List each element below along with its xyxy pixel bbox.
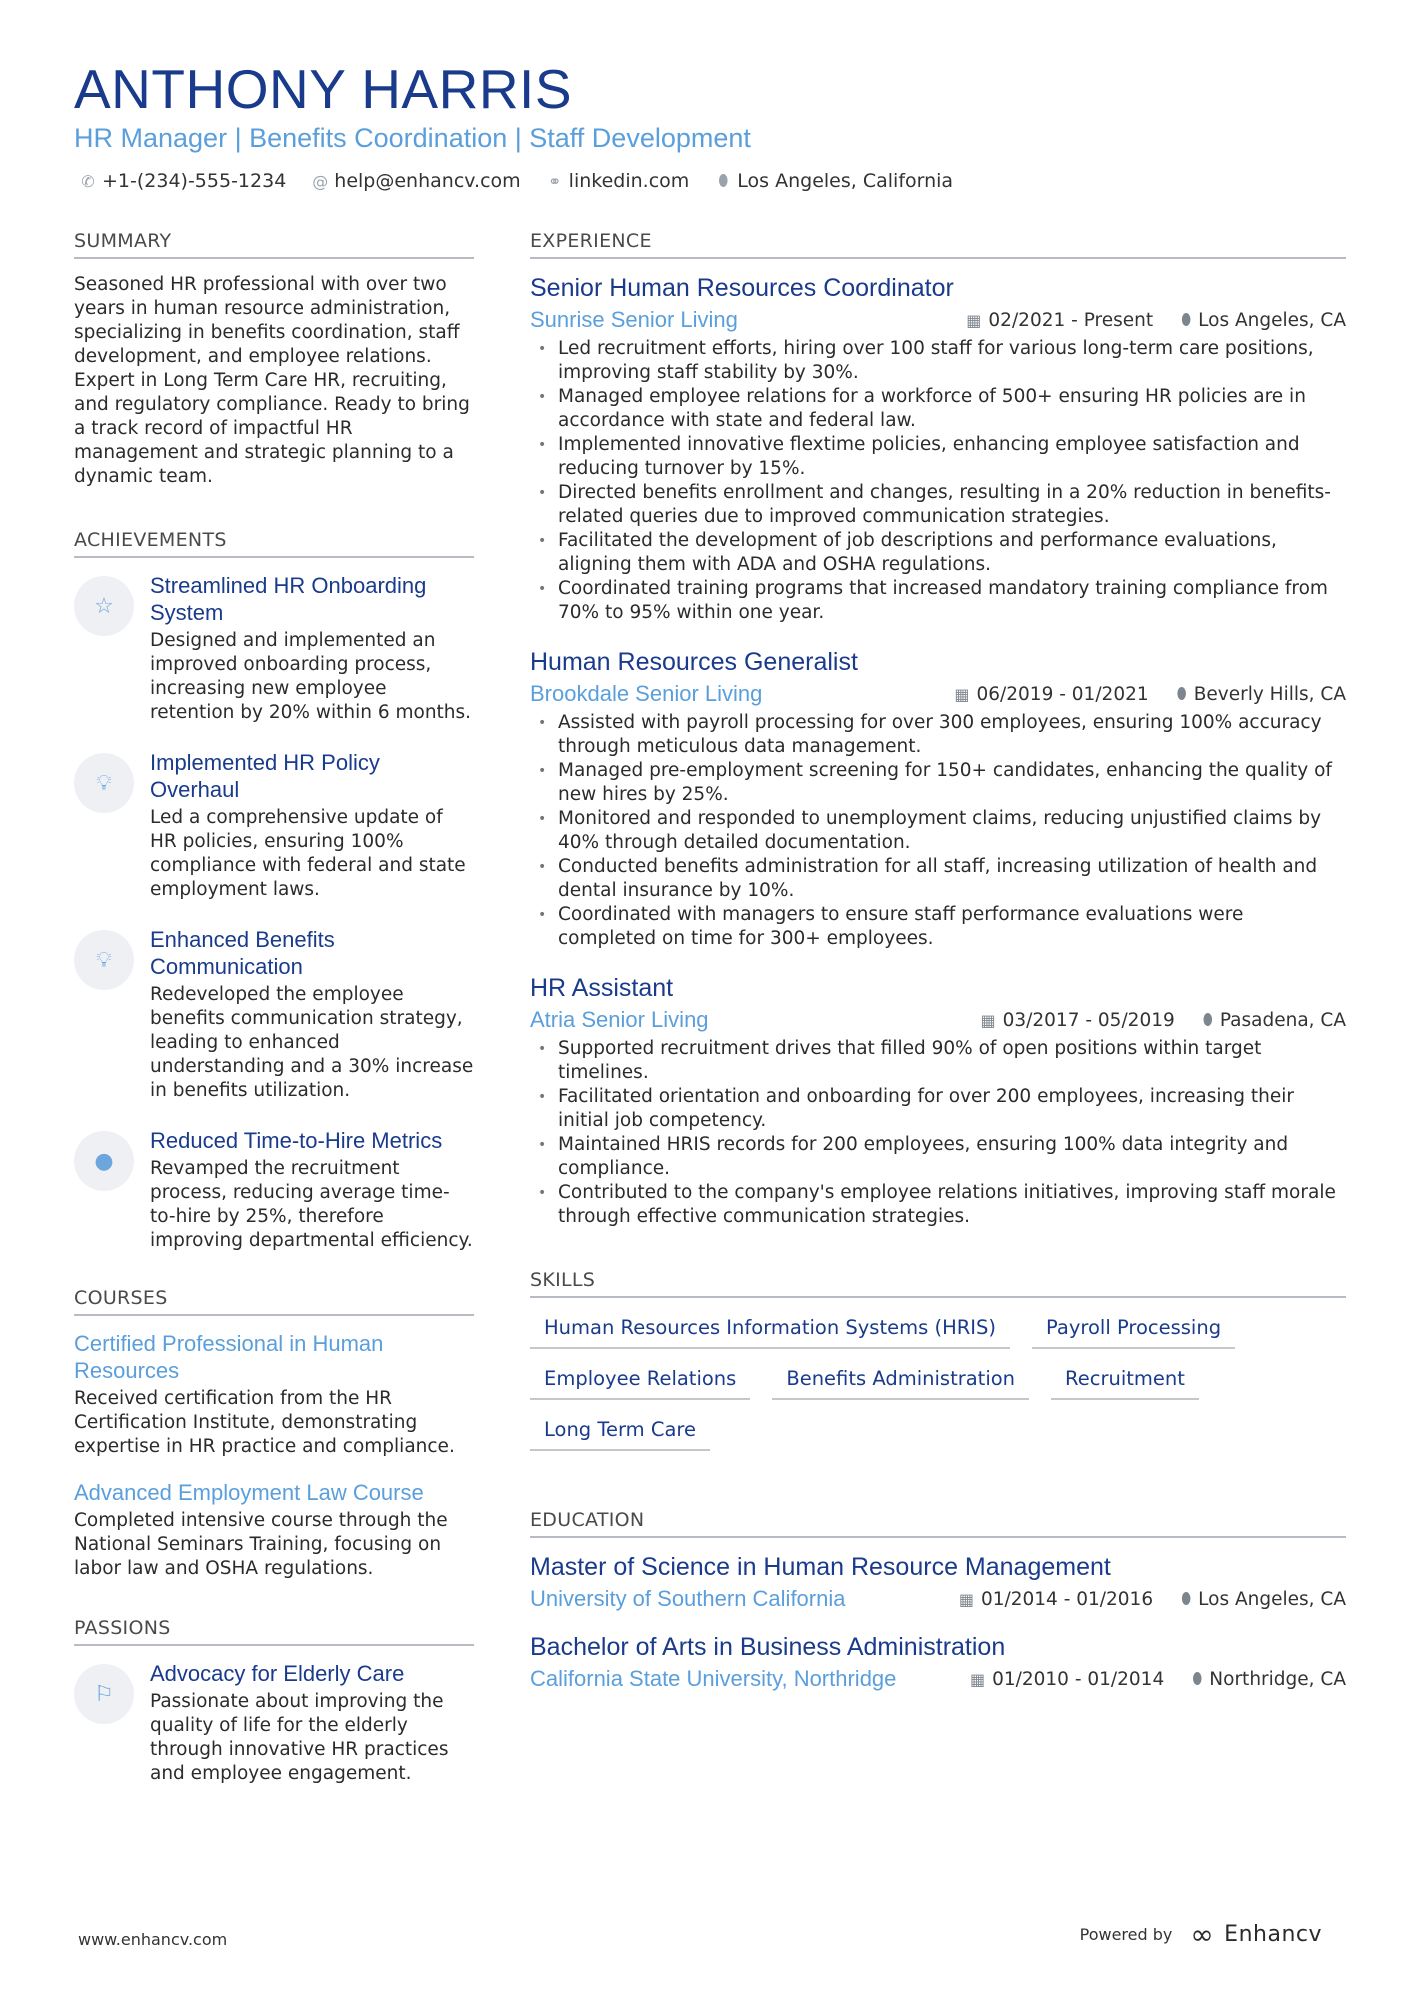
contact-phone <box>80 170 286 192</box>
job-bullet: • Facilitated the development of job descriptions and performance evaluations, aligning them with ADA and OSHA regulations. <box>530 529 1346 577</box>
courses-list <box>74 1330 474 1581</box>
job-dates <box>954 684 1148 705</box>
edu-location <box>1192 1669 1346 1690</box>
contact-linkedin[interactable] <box>547 170 690 192</box>
flag-icon: ⚐ <box>74 1664 134 1724</box>
contact-linkedin-text[interactable]: linkedin.com <box>568 170 690 192</box>
skill-tag: Human Resources Information Systems (HRIS) <box>530 1312 1010 1349</box>
job-dates <box>980 1010 1174 1031</box>
passions-list <box>74 1660 474 1786</box>
achievement-title: Implemented HR Policy Overhaul <box>150 750 380 802</box>
left-column <box>74 230 474 1810</box>
summary-text: Seasoned HR professional with over two years in human resource administration, specializing in benefits coordination, staff development, and employee relations. Expert in Long Term Care HR, recruiting, and regulatory compliance. Ready to bring a track record of impactful HR management and strategic planning to a dynamic team. <box>74 274 470 487</box>
job-entry <box>530 973 1346 1229</box>
edu-degree: Master of Science in Human Resource Management <box>530 1553 1111 1581</box>
course-desc: Completed intensive course through the National Seminars Training, focusing on labor law and OSHA regulations. <box>74 1510 448 1579</box>
job-bullet: • Conducted benefits administration for all staff, increasing utilization of health and dental insurance by 10%. <box>530 855 1346 903</box>
edu-location-text: Los Angeles, CA <box>1198 1588 1346 1610</box>
skills-heading: SKILLS <box>530 1269 1346 1298</box>
job-bullet: • Led recruitment efforts, hiring over 100 staff for various long-term care positions, improving staff stability by 30%. <box>530 337 1346 385</box>
location-icon: ⬮ <box>718 171 729 190</box>
contact-phone-text: +1-(234)-555-1234 <box>102 170 287 192</box>
infinity-logo-icon: ∞ <box>1190 1918 1215 1951</box>
job-bullet: • Maintained HRIS records for 200 employees, ensuring 100% data integrity and compliance. <box>530 1133 1346 1181</box>
education-entry <box>530 1632 1346 1692</box>
edu-location-text: Northridge, CA <box>1209 1668 1346 1690</box>
skill-tag: Payroll Processing <box>1032 1312 1235 1349</box>
job-title: Senior Human Resources Coordinator <box>530 274 954 302</box>
course-item <box>74 1479 474 1581</box>
course-title: Advanced Employment Law Course <box>74 1480 424 1505</box>
edu-dates-text: 01/2014 - 01/2016 <box>980 1588 1154 1610</box>
achievement-item <box>74 749 474 902</box>
job-meta <box>530 1007 1346 1033</box>
location-icon: ⬮ <box>1192 1669 1203 1688</box>
achievement-item <box>74 926 474 1103</box>
job-bullet: • Coordinated with managers to ensure staff performance evaluations were completed on time for 300+ employees. <box>530 903 1346 951</box>
job-bullet: • Assisted with payroll processing for over 300 employees, ensuring 100% accuracy through meticulous data management. <box>530 711 1346 759</box>
location-icon: ⬮ <box>1176 684 1187 703</box>
passions-heading: PASSIONS <box>74 1617 474 1646</box>
edu-dates-text: 01/2010 - 01/2014 <box>992 1668 1165 1690</box>
achievement-title: Streamlined HR Onboarding System <box>150 573 427 625</box>
contact-email-text[interactable]: help@enhancv.com <box>334 170 521 192</box>
job-company: Brookdale Senior Living <box>530 681 763 706</box>
job-bullet: • Managed employee relations for a workforce of 500+ ensuring HR policies are in accordance with state and federal law. <box>530 385 1346 433</box>
job-location-text: Beverly Hills, CA <box>1193 683 1346 705</box>
passion-title: Advocacy for Elderly Care <box>150 1661 405 1686</box>
course-desc: Received certification from the HR Certification Institute, demonstrating expertise in HR practice and compliance. <box>74 1388 455 1457</box>
job-location <box>1181 310 1346 331</box>
job-company: Atria Senior Living <box>530 1007 709 1032</box>
job-location <box>1177 684 1346 705</box>
job-bullet: • Coordinated training programs that increased mandatory training compliance from 70% to 95% within one year. <box>530 577 1346 625</box>
courses-heading: COURSES <box>74 1287 474 1316</box>
calendar-icon: ▦ <box>980 1010 996 1030</box>
right-column <box>530 230 1346 1712</box>
calendar-icon: ▦ <box>958 1589 974 1609</box>
candidate-name: ANTHONY HARRIS <box>74 58 572 120</box>
achievement-title: Enhanced Benefits Communication <box>150 927 335 979</box>
job-location <box>1203 1010 1346 1031</box>
passion-desc: Passionate about improving the quality of life for the elderly through innovative HR practices and employee engagement. <box>150 1691 449 1784</box>
location-icon: ⬮ <box>1202 1010 1213 1029</box>
course-title: Certified Professional in Human Resources <box>74 1331 384 1383</box>
job-dates-text: 06/2019 - 01/2021 <box>976 683 1149 705</box>
calendar-icon: ▦ <box>969 1669 986 1689</box>
job-meta <box>530 307 1346 333</box>
location-icon: ⬮ <box>1181 1589 1192 1608</box>
star-icon: ☆ <box>74 576 134 636</box>
achievements-list <box>74 572 474 1253</box>
job-title: HR Assistant <box>530 974 674 1002</box>
skill-tag: Benefits Administration <box>772 1363 1029 1400</box>
passion-item <box>74 1660 474 1786</box>
job-entry <box>530 647 1346 951</box>
job-company: Sunrise Senior Living <box>530 307 738 332</box>
lightbulb-icon: 💡︎ <box>74 753 134 813</box>
job-dates-text: 02/2021 - Present <box>988 309 1154 331</box>
phone-icon: ✆ <box>81 171 95 191</box>
edu-dates <box>959 1589 1153 1610</box>
achievements-heading: ACHIEVEMENTS <box>74 529 474 558</box>
skills-list <box>530 1312 1346 1451</box>
education-heading: EDUCATION <box>530 1509 1346 1538</box>
course-item <box>74 1330 474 1459</box>
edu-dates <box>970 1669 1164 1690</box>
job-bullets <box>530 711 1346 951</box>
edu-school: University of Southern California <box>530 1586 846 1611</box>
calendar-icon: ▦ <box>966 310 982 330</box>
job-bullet: • Supported recruitment drives that filled 90% of open positions within target timelines. <box>530 1037 1346 1085</box>
edu-meta <box>530 1666 1346 1692</box>
lightbulb-icon: 💡︎ <box>74 930 134 990</box>
footer-website[interactable]: www.enhancv.com <box>78 1930 228 1949</box>
job-bullets <box>530 1037 1346 1229</box>
brand-logo[interactable] <box>1190 1918 1322 1951</box>
experience-heading: EXPERIENCE <box>530 230 1346 259</box>
job-bullet: • Monitored and responded to unemployment claims, reducing unjustified claims by 40% through detailed documentation. <box>530 807 1346 855</box>
achievement-desc: Revamped the recruitment process, reducing average time-to-hire by 25%, therefore improving departmental efficiency. <box>150 1158 473 1251</box>
achievement-desc: Led a comprehensive update of HR policies, ensuring 100% compliance with federal and state employment laws. <box>150 807 466 900</box>
candidate-title: HR Manager | Benefits Coordination | Staff Development <box>74 123 751 153</box>
achievement-item <box>74 1127 474 1253</box>
achievement-desc: Designed and implemented an improved onboarding process, increasing new employee retention by 20% within 6 months. <box>150 630 472 723</box>
skill-tag: Long Term Care <box>530 1414 710 1451</box>
contact-email[interactable] <box>312 170 520 192</box>
job-location-text: Los Angeles, CA <box>1198 309 1346 331</box>
job-bullet: • Contributed to the company's employee relations initiatives, improving staff morale through effective communication strategies. <box>530 1181 1346 1229</box>
achievement-item <box>74 572 474 725</box>
edu-location <box>1181 1589 1346 1610</box>
skill-tag: Recruitment <box>1051 1363 1199 1400</box>
edu-school: California State University, Northridge <box>530 1666 897 1691</box>
brain-icon: ● <box>74 1131 134 1191</box>
edu-degree: Bachelor of Arts in Business Administration <box>530 1633 1006 1661</box>
footer-powered <box>1080 1918 1322 1951</box>
powered-by-label: Powered by <box>1079 1925 1173 1944</box>
brand-name: Enhancv <box>1224 1922 1322 1947</box>
contact-location <box>715 170 953 192</box>
job-bullets <box>530 337 1346 625</box>
job-location-text: Pasadena, CA <box>1219 1009 1346 1031</box>
job-bullet: • Implemented innovative flextime policies, enhancing employee satisfaction and reducing turnover by 15%. <box>530 433 1346 481</box>
skill-tag: Employee Relations <box>530 1363 750 1400</box>
summary-heading: SUMMARY <box>74 230 474 259</box>
education-entry <box>530 1552 1346 1612</box>
job-meta <box>530 681 1346 707</box>
link-icon: ⚭ <box>547 171 562 191</box>
job-bullet: • Managed pre-employment screening for 150+ candidates, enhancing the quality of new hires by 25%. <box>530 759 1346 807</box>
job-dates <box>966 310 1153 331</box>
job-entry <box>530 273 1346 625</box>
job-bullet: • Facilitated orientation and onboarding for over 200 employees, increasing their initial job competency. <box>530 1085 1346 1133</box>
location-icon: ⬮ <box>1181 310 1192 329</box>
job-bullet: • Directed benefits enrollment and changes, resulting in a 20% reduction in benefits-related queries due to improved communication strategies. <box>530 481 1346 529</box>
job-dates-text: 03/2017 - 05/2019 <box>1002 1009 1175 1031</box>
job-title: Human Resources Generalist <box>530 648 858 676</box>
achievement-desc: Redeveloped the employee benefits communication strategy, leading to enhanced understanding and a 30% increase in benefits utilization. <box>150 984 474 1101</box>
at-icon: @ <box>312 171 329 191</box>
contact-bar <box>80 170 953 192</box>
edu-meta <box>530 1586 1346 1612</box>
contact-location-text: Los Angeles, California <box>737 170 954 192</box>
calendar-icon: ▦ <box>954 684 970 704</box>
achievement-title: Reduced Time-to-Hire Metrics <box>150 1128 443 1153</box>
